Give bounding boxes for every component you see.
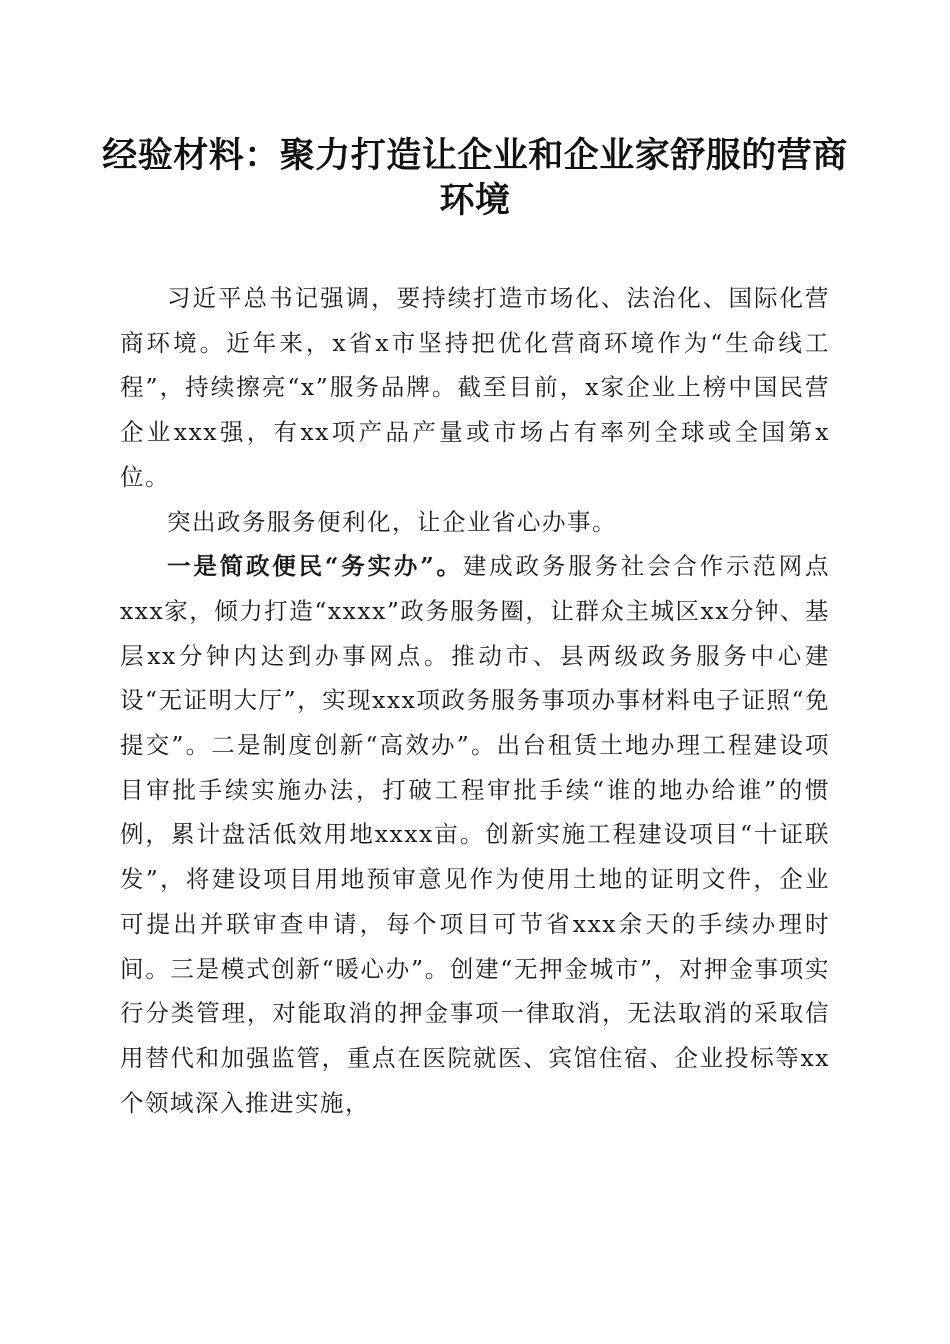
document-title: 经验材料：聚力打造让企业和企业家舒服的营商环境	[102, 135, 848, 221]
paragraph-lead: 一是简政便民“务实办”。	[167, 552, 463, 581]
paragraph-intro	[120, 276, 830, 500]
paragraph-text: 建成政务服务社会合作示范网点xxx家，倾力打造“xxxx”政务服务圈，让群众主城区xx分钟、基层xx分钟内达到办事网点。推动市、县两级政务服务中心建设“无证明大厅”，实现xxx项政务服务事项办事材料电子证照“免提交”。二是制度创新“高效办”。出台租赁土地办理工程建设项目审批手续实施办法，打破工程审批手续“谁的地办给谁”的惯例，累计盘活低效用地xxxx亩。创新实施工程建设项目“十证联发”，将建设项目用地预审意见作为使用土地的证明文件，企业可提出并联审查申请，每个项目可节省xxx余天的手续办理时间。三是模式创新“暖心办”。创建“无押金城市”，对押金事项实行分类管理，对能取消的押金事项一律取消，无法取消的采取信用替代和加强监管，重点在医院就医、宾馆住宿、企业投标等xx个领域深入推进实施，	[120, 552, 830, 1117]
paragraph-section-heading	[120, 500, 830, 545]
paragraph-text: 突出政务服务便利化，让企业省心办事。	[167, 507, 617, 536]
document-body	[120, 276, 830, 1125]
paragraph-measures	[120, 544, 830, 1125]
paragraph-text: 习近平总书记强调，要持续打造市场化、法治化、国际化营商环境。近年来，x省x市坚持把优化营商环境作为“生命线工程”，持续擦亮“x”服务品牌。截至目前，x家企业上榜中国民营企业xxx强，有xx项产品产量或市场占有率列全球或全国第x位。	[120, 284, 830, 491]
